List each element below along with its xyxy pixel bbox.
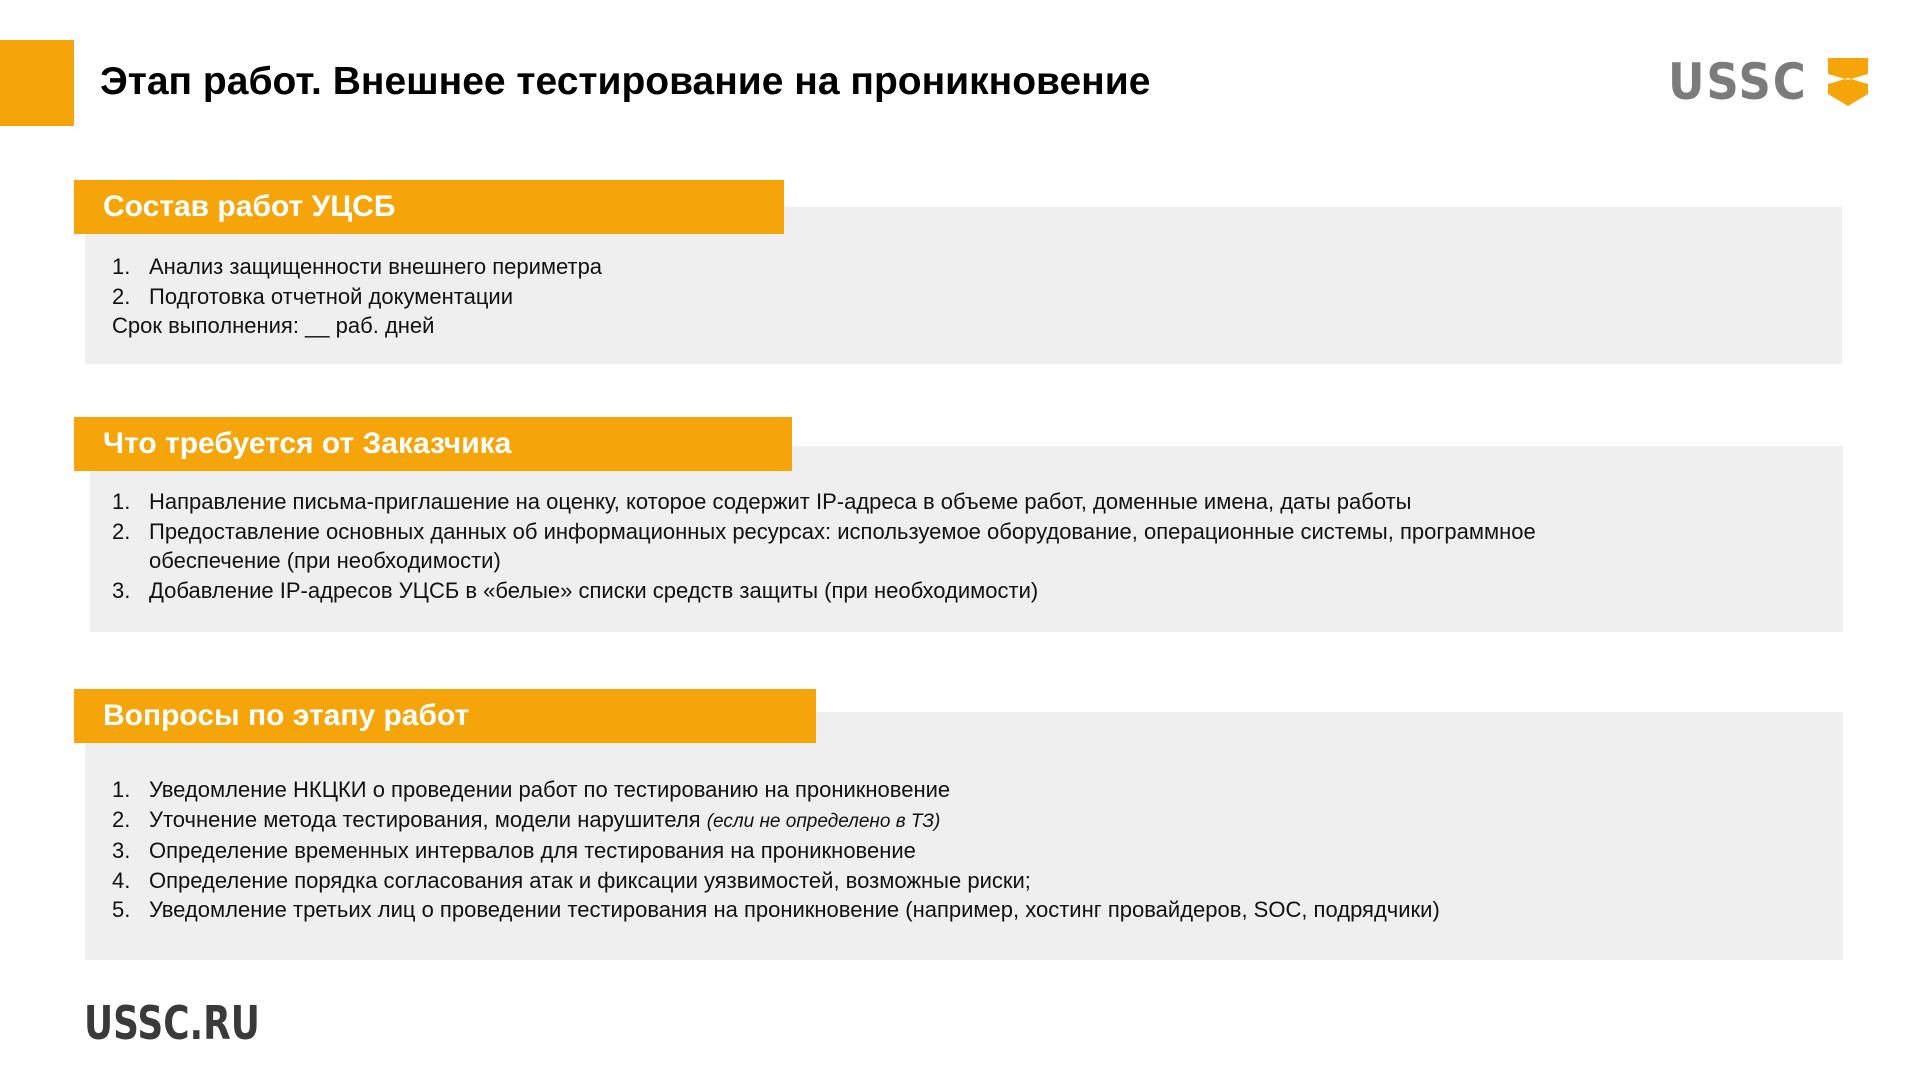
list-item: 2. Уточнение метода тестирования, модели нарушителя (если не определено в ТЗ): [112, 806, 941, 832]
deadline-text: Срок выполнения: __ раб. дней: [112, 313, 435, 338]
logo-chevron-icon: [1823, 56, 1873, 108]
note-text: (если не определено в ТЗ): [706, 810, 941, 832]
list-item: 1. Направление письма-приглашение на оценку, которое содержит IP-адреса в объеме работ, доменные имена, даты работы: [112, 489, 1412, 514]
stage-questions-list: [112, 775, 1440, 925]
list-item: 1. Анализ защищенности внешнего периметра: [112, 254, 603, 279]
section-header-customer-requirements: Что требуется от Заказчика: [74, 417, 792, 471]
slide-title: Этап работ. Внешнее тестирование на проникновение: [100, 60, 1151, 103]
work-scope-list: [112, 252, 602, 311]
list-item: 2. Подготовка отчетной документации: [112, 283, 514, 309]
logo-text: USSC: [1668, 53, 1808, 111]
list-item: 1. Уведомление НКЦКИ о проведении работ по тестированию на проникновение: [112, 777, 951, 802]
section-header-stage-questions: Вопросы по этапу работ: [74, 689, 816, 743]
list-item: 2. Предоставление основных данных об информационных ресурсах: используемое оборудование, операционные системы, программное обеспечение (при необходимости): [112, 518, 1536, 573]
ussc-logo: [1668, 53, 1873, 111]
footer-website: USSC.RU: [84, 996, 260, 1050]
list-item: 3. Определение временных интервалов для тестирования на проникновение: [112, 838, 916, 863]
list-item: 4. Определение порядка согласования атак и фиксации уязвимостей, возможные риски;: [112, 867, 1031, 893]
accent-square: [0, 40, 74, 126]
list-item: 3. Добавление IP-адресов УЦСБ в «белые» списки средств защиты (при необходимости): [112, 577, 1039, 603]
customer-requirements-list: [112, 487, 1609, 605]
section-header-work-scope: Состав работ УЦСБ: [74, 180, 784, 234]
list-item: 5. Уведомление третьих лиц о проведении тестирования на проникновение (например, хостинг провайдеров, SOC, подрядчики): [112, 897, 1440, 922]
